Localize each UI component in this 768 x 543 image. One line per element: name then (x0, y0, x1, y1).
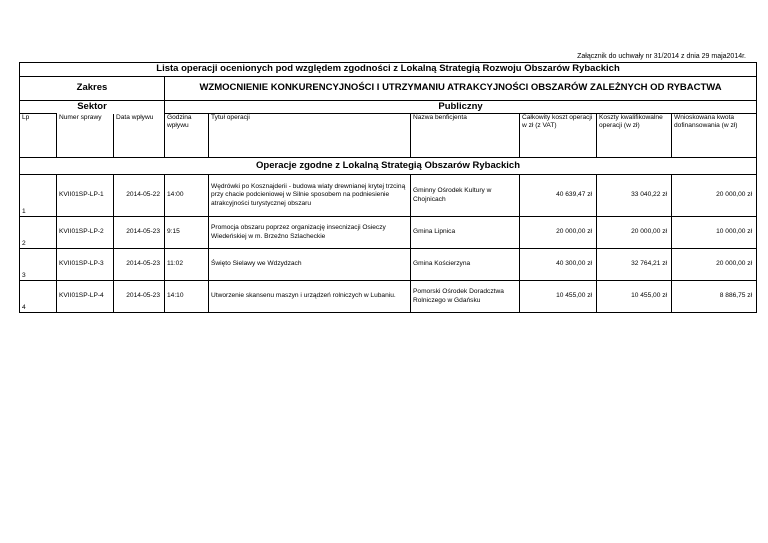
zakres-value: WZMOCNIENIE KONKURENCYJNOŚCI I UTRZYMANIU ATRAKCYJNOŚCI OBSZARÓW ZALEŻNYCH OD RYBACTWA (165, 77, 757, 101)
table-row (20, 217, 757, 249)
header-data: Data wpływu (114, 114, 165, 158)
cell-wnioskowana: 10 000,00 zł (672, 217, 757, 249)
cell-wnioskowana: 8 886,75 zł (672, 281, 757, 313)
cell-calkowity: 40 300,00 zł (520, 249, 597, 281)
annotation-note: Załącznik do uchwały nr 31/2014 z dnia 29 maja2014r. (577, 53, 746, 60)
cell-tytul: Wędrówki po Kosznajderii - budowa wiaty drewnianej krytej trzciną przy chacie podcieniowej w Silnie sposobem na podniesienie atrakcyjności turystycznej obszaru (209, 175, 411, 217)
cell-godzina: 11:02 (165, 249, 209, 281)
cell-calkowity: 10 455,00 zł (520, 281, 597, 313)
cell-koszty: 32 764,21 zł (597, 249, 672, 281)
cell-calkowity: 20 000,00 zł (520, 217, 597, 249)
cell-nazwa: Gmina Lipnica (411, 217, 520, 249)
cell-koszty: 33 040,22 zł (597, 175, 672, 217)
cell-nazwa: Gminny Ośrodek Kultury w Chojnicach (411, 175, 520, 217)
cell-nazwa: Gmina Kościerzyna (411, 249, 520, 281)
header-godzina: Godzina wpływu (165, 114, 209, 158)
cell-godzina: 14:00 (165, 175, 209, 217)
cell-tytul: Święto Sielawy we Wdzydzach (209, 249, 411, 281)
cell-numer: KVII01SP-LP-2 (57, 217, 114, 249)
section-title: Operacje zgodne z Lokalną Strategią Obszarów Rybackich (20, 158, 757, 175)
cell-lp: 2 (20, 217, 57, 249)
header-numer: Numer sprawy (57, 114, 114, 158)
cell-numer: KVII01SP-LP-4 (57, 281, 114, 313)
cell-tytul: Promocja obszaru poprzez organizację insecnizacji Osieczy Wiedeńskiej w m. Brzeźno Szlacheckie (209, 217, 411, 249)
table-row (20, 281, 757, 313)
header-tytul: Tytuł operacji (209, 114, 411, 158)
sektor-value: Publiczny (165, 101, 757, 114)
cell-lp: 3 (20, 249, 57, 281)
cell-tytul: Utworzenie skansenu maszyn i urządzeń rolniczych w Lubaniu. (209, 281, 411, 313)
zakres-label: Zakres (20, 77, 165, 101)
cell-data: 2014-05-22 (114, 175, 165, 217)
header-nazwa: Nazwa benficjenta (411, 114, 520, 158)
header-koszty: Koszty kwalifikowalne operacji (w zł) (597, 114, 672, 158)
table-row (20, 249, 757, 281)
cell-lp: 1 (20, 175, 57, 217)
cell-calkowity: 40 639,47 zł (520, 175, 597, 217)
cell-godzina: 14:10 (165, 281, 209, 313)
cell-koszty: 20 000,00 zł (597, 217, 672, 249)
table-title: Lista operacji ocenionych pod względem zgodności z Lokalną Strategią Rozwoju Obszarów Rybackich (20, 63, 757, 77)
cell-nazwa: Pomorski Ośrodek Doradcztwa Rolniczego w Gdańsku (411, 281, 520, 313)
cell-godzina: 9:15 (165, 217, 209, 249)
cell-lp: 4 (20, 281, 57, 313)
header-calkowity: Całkowity koszt operacji w zł (z VAT) (520, 114, 597, 158)
header-wnioskowana: Wnioskowana kwota dofinansowania (w zł) (672, 114, 757, 158)
cell-wnioskowana: 20 000,00 zł (672, 249, 757, 281)
table-row (20, 175, 757, 217)
cell-numer: KVII01SP-LP-1 (57, 175, 114, 217)
cell-numer: KVII01SP-LP-3 (57, 249, 114, 281)
operations-table (19, 62, 757, 313)
cell-data: 2014-05-23 (114, 281, 165, 313)
sektor-label: Sektor (20, 101, 165, 114)
cell-data: 2014-05-23 (114, 217, 165, 249)
cell-data: 2014-05-23 (114, 249, 165, 281)
cell-koszty: 10 455,00 zł (597, 281, 672, 313)
header-lp: Lp (20, 114, 57, 158)
cell-wnioskowana: 20 000,00 zł (672, 175, 757, 217)
